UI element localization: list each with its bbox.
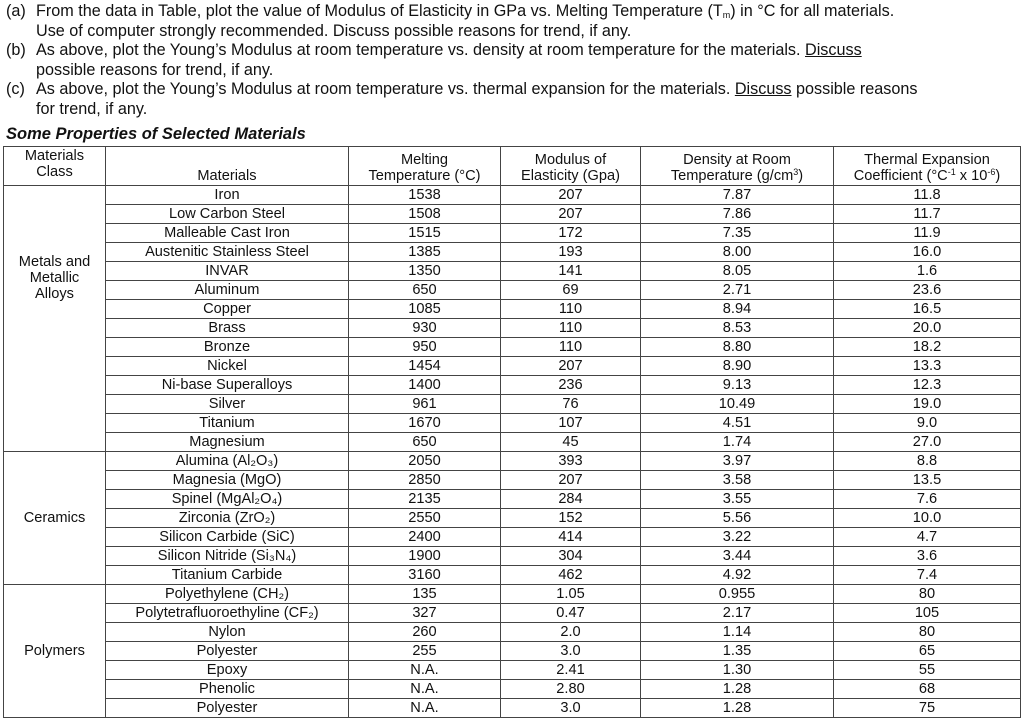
table-body [4,186,1021,718]
table-row [4,471,1021,490]
table-row [4,509,1021,528]
modulus-cell: 3.0 [501,642,641,661]
table-row [4,699,1021,718]
thermal-cell: 12.3 [834,376,1021,395]
melting-cell: 3160 [349,566,501,585]
table-row [4,281,1021,300]
table-row [4,395,1021,414]
question-text-line2: Use of computer strongly recommended. Discuss possible reasons for trend, if any. [36,21,632,40]
density-cell: 4.51 [641,414,834,433]
density-cell: 3.58 [641,471,834,490]
question-b [6,41,1021,80]
density-cell: 7.86 [641,205,834,224]
melting-cell: 135 [349,585,501,604]
modulus-cell: 2.41 [501,661,641,680]
thermal-cell: 3.6 [834,547,1021,566]
modulus-cell: 207 [501,357,641,376]
modulus-cell: 3.0 [501,699,641,718]
thermal-cell: 10.0 [834,509,1021,528]
thermal-cell: 105 [834,604,1021,623]
material-cell: Silicon Nitride (Si₃N₄) [106,547,349,566]
material-cell: Malleable Cast Iron [106,224,349,243]
table-row [4,642,1021,661]
material-cell: Copper [106,300,349,319]
thermal-cell: 11.8 [834,186,1021,205]
material-class-cell: Ceramics [4,452,106,585]
material-cell: Titanium Carbide [106,566,349,585]
table-row [4,357,1021,376]
table-row [4,262,1021,281]
table-row [4,205,1021,224]
material-cell: Polytetrafluoroethyline (CF₂) [106,604,349,623]
density-cell: 10.49 [641,395,834,414]
density-cell: 8.53 [641,319,834,338]
modulus-cell: 1.05 [501,585,641,604]
table-header-row [4,147,1021,186]
melting-cell: 2550 [349,509,501,528]
modulus-cell: 110 [501,338,641,357]
material-cell: Alumina (Al₂O₃) [106,452,349,471]
thermal-cell: 7.6 [834,490,1021,509]
material-cell: Aluminum [106,281,349,300]
material-cell: INVAR [106,262,349,281]
table-row [4,300,1021,319]
density-cell: 1.28 [641,680,834,699]
modulus-cell: 462 [501,566,641,585]
modulus-cell: 207 [501,205,641,224]
density-cell: 1.74 [641,433,834,452]
melting-cell: 1385 [349,243,501,262]
table-row [4,319,1021,338]
material-cell: Low Carbon Steel [106,205,349,224]
melting-cell: 260 [349,623,501,642]
table-row [4,452,1021,471]
melting-cell: 2135 [349,490,501,509]
underlined-word: Discuss [805,41,862,60]
density-cell: 3.22 [641,528,834,547]
table-title: Some Properties of Selected Materials [6,125,306,143]
modulus-cell: 236 [501,376,641,395]
question-label: (b) [6,41,26,60]
modulus-cell: 2.0 [501,623,641,642]
melting-cell: N.A. [349,699,501,718]
question-text-line2: for trend, if any. [36,99,148,118]
melting-cell: 650 [349,281,501,300]
density-cell: 7.35 [641,224,834,243]
thermal-cell: 13.5 [834,471,1021,490]
question-text-line2: possible reasons for trend, if any. [36,60,274,79]
assignment-questions [6,2,1021,120]
melting-cell: 930 [349,319,501,338]
modulus-cell: 207 [501,186,641,205]
question-c: (c) As above, plot the Young’s Modulus at room temperature vs. thermal expansion for the materials. Discuss possible reasons for trend, if any. [6,80,918,118]
thermal-cell: 1.6 [834,262,1021,281]
table-row [4,338,1021,357]
modulus-cell: 76 [501,395,641,414]
material-cell: Ni-base Superalloys [106,376,349,395]
material-cell: Polyester [106,642,349,661]
melting-cell: 2400 [349,528,501,547]
density-cell: 2.17 [641,604,834,623]
modulus-cell: 172 [501,224,641,243]
melting-cell: 1454 [349,357,501,376]
melting-cell: 950 [349,338,501,357]
material-class-cell: Metals and Metallic Alloys [4,186,106,452]
melting-cell: 1400 [349,376,501,395]
question-a: (a) From the data in Table, plot the value of Modulus of Elasticity in GPa vs. Melting Temperature $(T_m)$ in °C for all materials. Use of computer strongly recommended. Discuss possible reasons for trend, if any. [6,2,895,40]
modulus-cell: 0.47 [501,604,641,623]
melting-cell: 1538 [349,186,501,205]
melting-cell: 650 [349,433,501,452]
table-row [4,490,1021,509]
underlined-word: Discuss [734,80,792,99]
modulus-cell: 304 [501,547,641,566]
melting-cell: N.A. [349,661,501,680]
material-cell: Silver [106,395,349,414]
material-cell: Magnesia (MgO) [106,471,349,490]
modulus-cell: 393 [501,452,641,471]
modulus-cell: 69 [501,281,641,300]
melting-cell: 327 [349,604,501,623]
modulus-cell: 45 [501,433,641,452]
material-cell: Iron [106,186,349,205]
density-cell: 8.80 [641,338,834,357]
table-row [4,547,1021,566]
density-cell: 1.28 [641,699,834,718]
thermal-cell: 16.0 [834,243,1021,262]
modulus-cell: 414 [501,528,641,547]
header-modulus: Modulus of Elasticity (Gpa) [501,147,641,186]
material-cell: Zirconia (ZrO₂) [106,509,349,528]
material-cell: Nickel [106,357,349,376]
thermal-cell: 80 [834,585,1021,604]
modulus-cell: 141 [501,262,641,281]
modulus-cell: 152 [501,509,641,528]
melting-cell: 1508 [349,205,501,224]
thermal-cell: 11.9 [834,224,1021,243]
thermal-cell: 11.7 [834,205,1021,224]
table-row [4,186,1021,205]
table-row [4,566,1021,585]
header-density: Density at Room Temperature $(g/cm^3)$ [641,147,834,186]
density-cell: 5.56 [641,509,834,528]
melting-cell: 1900 [349,547,501,566]
density-cell: 4.92 [641,566,834,585]
question-text: As above, plot the Young’s Modulus at room temperature vs. density at room temperature for the materials. [36,41,806,60]
table-row [4,243,1021,262]
thermal-cell: 9.0 [834,414,1021,433]
question-text: As above, plot the Young’s Modulus at room temperature vs. thermal expansion for the materials. [36,80,735,99]
density-cell: 3.44 [641,547,834,566]
melting-cell: 1515 [349,224,501,243]
question-text: From the data in Table, plot the value of Modulus of Elasticity in GPa vs. Melting Temperature (T [36,2,723,20]
density-cell: 8.00 [641,243,834,262]
modulus-cell: 2.80 [501,680,641,699]
density-cell: 3.55 [641,490,834,509]
material-cell: Silicon Carbide (SiC) [106,528,349,547]
thermal-cell: 4.7 [834,528,1021,547]
melting-cell: 961 [349,395,501,414]
density-cell: 0.955 [641,585,834,604]
thermal-cell: 16.5 [834,300,1021,319]
melting-cell: 2850 [349,471,501,490]
density-cell: 7.87 [641,186,834,205]
table-row [4,528,1021,547]
material-cell: Polyester [106,699,349,718]
table-row [4,414,1021,433]
material-cell: Austenitic Stainless Steel [106,243,349,262]
thermal-cell: 68 [834,680,1021,699]
modulus-cell: 207 [501,471,641,490]
material-cell: Magnesium [106,433,349,452]
table-row [4,433,1021,452]
thermal-cell: 75 [834,699,1021,718]
melting-cell: 1670 [349,414,501,433]
melting-cell: 1085 [349,300,501,319]
material-cell: Polyethylene (CH₂) [106,585,349,604]
thermal-cell: 65 [834,642,1021,661]
header-melting: Melting Temperature (°C) [349,147,501,186]
modulus-cell: 107 [501,414,641,433]
header-class: Materials Class [4,147,106,186]
thermal-cell: 20.0 [834,319,1021,338]
modulus-cell: 110 [501,319,641,338]
thermal-cell: 7.4 [834,566,1021,585]
materials-table [3,146,1021,718]
material-cell: Bronze [106,338,349,357]
modulus-cell: 284 [501,490,641,509]
thermal-cell: 80 [834,623,1021,642]
question-label: (c) [6,80,25,99]
table-row [4,680,1021,699]
material-cell: Spinel (MgAl₂O₄) [106,490,349,509]
modulus-cell: 110 [501,300,641,319]
thermal-cell: 55 [834,661,1021,680]
header-thermal: Thermal Expansion Coefficient ($^\circ C^{-1}$ x $10^{-6}$) [834,147,1021,186]
material-class-cell: Polymers [4,585,106,718]
melting-cell: N.A. [349,680,501,699]
table-row [4,604,1021,623]
density-cell: 3.97 [641,452,834,471]
thermal-cell: 19.0 [834,395,1021,414]
material-cell: Brass [106,319,349,338]
density-cell: 9.13 [641,376,834,395]
density-cell: 1.30 [641,661,834,680]
density-cell: 2.71 [641,281,834,300]
melting-cell: 1350 [349,262,501,281]
material-cell: Phenolic [106,680,349,699]
header-material: Materials [106,147,349,186]
thermal-cell: 27.0 [834,433,1021,452]
melting-cell: 255 [349,642,501,661]
material-cell: Nylon [106,623,349,642]
modulus-cell: 193 [501,243,641,262]
thermal-cell: 23.6 [834,281,1021,300]
question-label: (a) [6,2,26,20]
thermal-cell: 8.8 [834,452,1021,471]
melting-cell: 2050 [349,452,501,471]
table-row [4,224,1021,243]
material-cell: Epoxy [106,661,349,680]
table-row [4,585,1021,604]
thermal-cell: 13.3 [834,357,1021,376]
thermal-cell: 18.2 [834,338,1021,357]
density-cell: 8.90 [641,357,834,376]
table-row [4,623,1021,642]
table-row [4,376,1021,395]
table-row [4,661,1021,680]
density-cell: 1.14 [641,623,834,642]
density-cell: 1.35 [641,642,834,661]
density-cell: 8.94 [641,300,834,319]
density-cell: 8.05 [641,262,834,281]
material-cell: Titanium [106,414,349,433]
